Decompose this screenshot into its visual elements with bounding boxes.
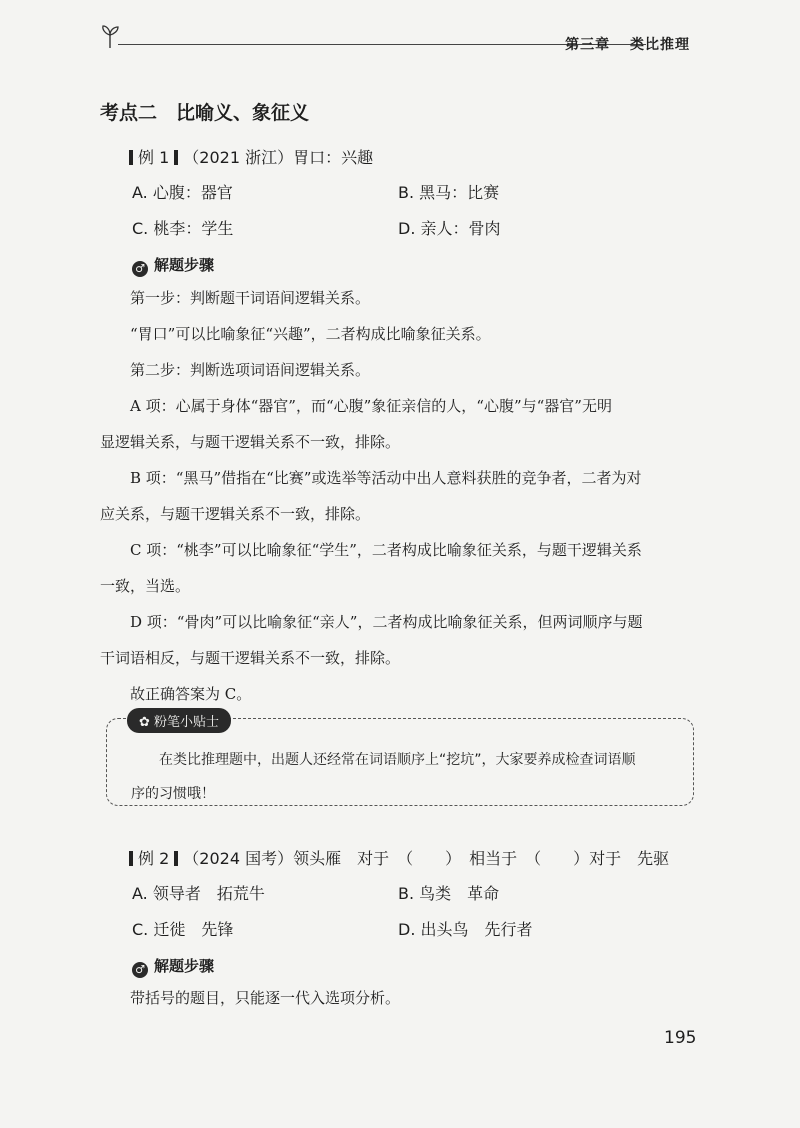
section-title: 考点二 比喻义、象征义: [100, 102, 310, 124]
example-1-option-c: C. 桃李：学生: [132, 219, 234, 238]
page-number: 195: [664, 1028, 697, 1048]
header-topic: 类比推理: [630, 37, 690, 53]
tip-badge: [127, 708, 231, 733]
example-1-steps-heading: [132, 254, 214, 277]
solution-line: 第二步：判断选项词语间逻辑关系。: [130, 361, 371, 379]
solution-line: A 项：心属于身体“器官”，而“心腹”象征亲信的人，“心腹”与“器官”无明: [130, 397, 612, 415]
example-1-option-a: A. 心腹：器官: [132, 183, 233, 202]
sprout-icon: [96, 22, 126, 52]
example-2-option-c: C. 迁徙 先锋: [132, 920, 234, 939]
example-1-stem: 胃口：兴趣: [293, 148, 374, 167]
solution-line: B 项：“黑马”借指在“比赛”或选举等活动中出人意料获胜的竞争者，二者为对: [130, 469, 642, 487]
tip-box: [106, 715, 694, 806]
example-2-source: （2024 国考）: [183, 849, 294, 868]
example-2-stem: 领头雁 对于 （ ） 相当于 （ ）对于 先驱: [293, 849, 670, 868]
example-2-label: 例 2: [138, 849, 170, 868]
solution-line: 第一步：判断题干词语间逻辑关系。: [130, 289, 371, 307]
example-1-question: [124, 145, 373, 168]
tip-line: 在类比推理题中，出题人还经常在词语顺序上“挖坑”，大家要养成检查词语顺: [159, 752, 636, 768]
example-1-option-b: B. 黑马：比赛: [398, 183, 500, 202]
label-bar-right: [174, 851, 178, 866]
solution-line: C 项：“桃李”可以比喻象征“学生”，二者构成比喻象征关系，与题干逻辑关系: [130, 541, 642, 559]
steps-title: 解题步骤: [154, 256, 215, 274]
solution-line: 应关系，与题干逻辑关系不一致，排除。: [100, 505, 371, 523]
running-header: [96, 18, 696, 58]
example-2-solution-line: 带括号的题目，只能逐一代入选项分析。: [130, 989, 401, 1007]
label-bar-left: [129, 150, 133, 165]
steps-title: 解题步骤: [154, 957, 215, 975]
steps-icon: ♂: [132, 261, 148, 277]
example-2-option-d: D. 出头鸟 先行者: [398, 920, 533, 939]
example-2-steps-heading: [132, 955, 214, 978]
tip-line: 序的习惯哦！: [131, 786, 215, 802]
steps-icon: ♂: [132, 962, 148, 978]
tip-badge-label: 粉笔小贴士: [154, 715, 220, 730]
label-bar-right: [174, 150, 178, 165]
solution-line: D 项：“骨肉”可以比喻象征“亲人”，二者构成比喻象征关系，但两词顺序与题: [130, 613, 643, 631]
sprout-icon: ✿: [139, 715, 150, 730]
example-2-option-a: A. 领导者 拓荒牛: [132, 884, 265, 903]
solution-line: 干词语相反，与题干逻辑关系不一致，排除。: [100, 649, 401, 667]
answer-line: 故正确答案为 C。: [130, 685, 252, 703]
solution-line: 一致，当选。: [100, 577, 191, 595]
example-1-source: （2021 浙江）: [183, 148, 294, 167]
example-1-option-d: D. 亲人：骨肉: [398, 219, 501, 238]
solution-line: 显逻辑关系，与题干逻辑关系不一致，排除。: [100, 433, 401, 451]
example-1-solution: [100, 280, 700, 712]
tip-text: [131, 743, 671, 811]
example-1-label: 例 1: [138, 148, 170, 167]
solution-line: “胃口”可以比喻象征“兴趣”，二者构成比喻象征关系。: [130, 325, 491, 343]
example-2-option-b: B. 鸟类 革命: [398, 884, 500, 903]
example-2-question: [124, 846, 669, 869]
header-title: [551, 34, 690, 54]
header-chapter: 第三章: [565, 37, 611, 53]
label-bar-left: [129, 851, 133, 866]
